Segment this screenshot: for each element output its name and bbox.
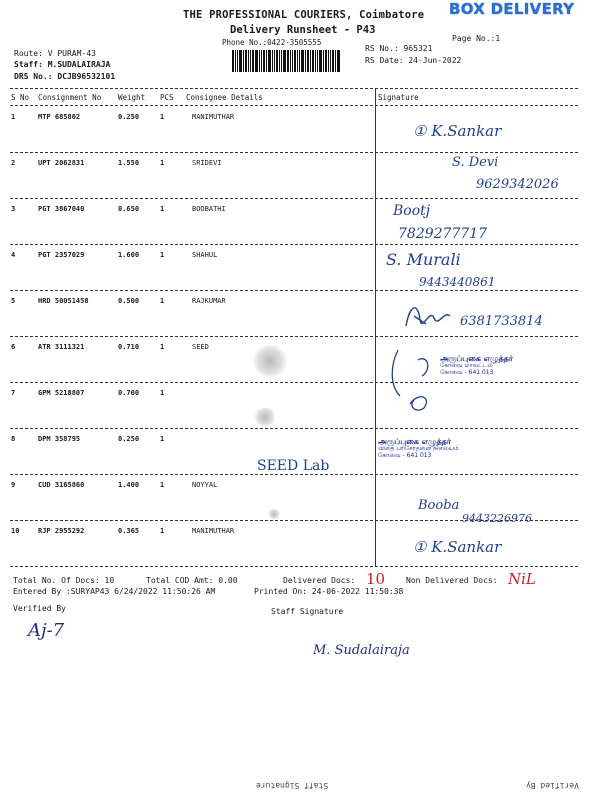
cell-weight: 1.600 [118, 251, 140, 259]
total-docs: Total No. Of Docs: 10 [13, 576, 115, 585]
cell-consignment: PGT 3867040 [38, 205, 85, 213]
cell-weight: 0.250 [118, 113, 140, 121]
rs-number: RS No.: 965321 [365, 44, 433, 53]
barcode-bar [245, 50, 247, 72]
col-header-sno: S No [11, 93, 30, 102]
cell-weight: 0.500 [118, 297, 140, 305]
cell-pcs: 1 [160, 205, 165, 213]
cell-weight: 0.365 [118, 527, 140, 535]
cell-consignment: DPM 358795 [38, 435, 81, 443]
row-separator [10, 336, 578, 337]
cell-consignee: BOOBATHI [192, 205, 226, 213]
barcode-bar [261, 50, 262, 72]
barcode-bar [301, 50, 304, 72]
barcode-bar [335, 50, 336, 72]
row-separator [10, 152, 578, 153]
office-stamp-row-6 [440, 355, 580, 376]
company-name: THE PROFESSIONAL COURIERS, Coimbatore [183, 9, 425, 21]
barcode-bar [325, 50, 327, 72]
cell-pcs: 1 [160, 389, 165, 397]
cell-pcs: 1 [160, 481, 165, 489]
phone-row-3: 7829277717 [398, 226, 488, 242]
table-bottom-rule [10, 566, 578, 567]
stamp-line: கோவை - 641 013 [378, 452, 432, 459]
signature-row-10: ① K.Sankar [413, 538, 502, 556]
cell-consignment: CUD 3165860 [38, 481, 85, 489]
col-header-consignee: Consignee Details [186, 93, 263, 102]
cell-sno: 3 [11, 205, 16, 213]
barcode-bar [248, 50, 249, 72]
route: Route: V PURAM-43 [14, 49, 96, 58]
barcode-bar [292, 50, 293, 72]
barcode [232, 50, 348, 72]
barcode-bar [281, 50, 282, 72]
barcode-bar [299, 50, 300, 72]
table-header-rule [10, 105, 578, 106]
barcode-bar [332, 50, 334, 72]
stamp-line: விதை பரிசோதனை நிலையம் [378, 445, 459, 452]
total-cod-amount: Total COD Amt: 0.00 [146, 576, 238, 585]
row-separator [10, 244, 578, 245]
barcode-bar [328, 50, 329, 72]
barcode-bar [297, 50, 298, 72]
phone-row-2: 9629342026 [476, 177, 559, 192]
cell-weight: 1.400 [118, 481, 140, 489]
barcode-bar [279, 50, 280, 72]
verifier-signature: Aj-7 [28, 620, 65, 641]
signature-row-4: S. Murali [386, 250, 461, 269]
barcode-bar [268, 50, 271, 72]
col-header-pcs: PCS [160, 93, 174, 102]
consignee-row-8-handwritten: SEED Lab [257, 458, 330, 474]
cell-sno: 10 [11, 527, 20, 535]
col-header-consignment: Consignment No [38, 93, 102, 102]
stamp-line: அருப்புகை எழுத்தர் [378, 437, 452, 446]
barcode-bar [252, 50, 254, 72]
barcode-bar [319, 50, 322, 72]
barcode-bar [259, 50, 260, 72]
mirrored-staff-signature-label: Staff Signature [256, 781, 329, 790]
ink-smudge [250, 345, 290, 377]
non-delivered-docs-label: Non Delivered Docs: [406, 576, 498, 585]
barcode-bar [243, 50, 244, 72]
row-separator [10, 290, 578, 291]
row-separator [10, 382, 578, 383]
barcode-bar [312, 50, 314, 72]
ink-smudge [268, 508, 280, 520]
cell-consignment: RJP 2955292 [38, 527, 85, 535]
drs-number: DRS No.: DCJB96532101 [14, 72, 116, 81]
cell-pcs: 1 [160, 113, 165, 121]
table-top-rule [10, 88, 578, 89]
cell-consignee: SEED [192, 343, 209, 351]
barcode-bar [307, 50, 309, 72]
staff-signature-label: Staff Signature [271, 607, 344, 616]
cell-sno: 8 [11, 435, 16, 443]
cell-pcs: 1 [160, 159, 165, 167]
office-stamp-row-8 [378, 438, 548, 459]
cell-consignee: MANIMUTHAR [192, 113, 235, 121]
row-separator [10, 198, 578, 199]
cell-sno: 6 [11, 343, 16, 351]
cell-consignment: HRD 50051458 [38, 297, 89, 305]
signature-row-1: ① K.Sankar [413, 122, 502, 140]
cell-sno: 7 [11, 389, 16, 397]
cell-sno: 4 [11, 251, 16, 259]
barcode-bar [323, 50, 324, 72]
scribble-signature-row-6 [388, 346, 448, 416]
signature-column-divider [375, 88, 376, 566]
cell-consignment: UPT 2062831 [38, 159, 85, 167]
scribble-signature-row-5 [400, 298, 460, 334]
phone-row-9: 9443226976 [462, 512, 532, 525]
barcode-bar [287, 50, 289, 72]
barcode-bar [237, 50, 238, 72]
barcode-bar [290, 50, 291, 72]
stamp-line: கோவை - 641 013 [440, 369, 494, 376]
ink-smudge [252, 408, 278, 426]
box-delivery-logo: BOX DELIVERY [449, 0, 575, 18]
mirrored-verified-by-label: Verified By [526, 781, 579, 790]
cell-sno: 2 [11, 159, 16, 167]
cell-pcs: 1 [160, 435, 165, 443]
cell-weight: 1.550 [118, 159, 140, 167]
barcode-bar [255, 50, 258, 72]
barcode-bar [250, 50, 251, 72]
barcode-bar [266, 50, 267, 72]
barcode-bar [283, 50, 286, 72]
cell-sno: 9 [11, 481, 16, 489]
barcode-bar [239, 50, 242, 72]
stamp-line: அருப்புகை எழுத்தர் [440, 354, 514, 363]
cell-consignment: ATR 3111321 [38, 343, 85, 351]
stamp-line: கோவை மாவட்டம் [440, 362, 493, 369]
barcode-bar [294, 50, 296, 72]
non-delivered-docs-value: NiL [508, 570, 536, 588]
barcode-bar [274, 50, 275, 72]
staff-handwritten-signature: M. Sudalairaja [313, 643, 410, 658]
cell-weight: 0.710 [118, 343, 140, 351]
runsheet-title: Delivery Runsheet - P43 [230, 24, 376, 36]
signature-row-9: Booba [418, 498, 460, 513]
entered-by: Entered By :SURYAP43 6/24/2022 11:50:26 AM [13, 587, 216, 596]
delivered-docs-value: 10 [366, 570, 386, 588]
barcode-bar [317, 50, 318, 72]
barcode-bar [330, 50, 331, 72]
cell-consignee: SHAHUL [192, 251, 218, 259]
signature-row-3: Bootj [393, 203, 431, 219]
cell-pcs: 1 [160, 527, 165, 535]
cell-consignee: RAJKUMAR [192, 297, 226, 305]
cell-consignment: PGT 2357029 [38, 251, 85, 259]
cell-consignment: MTP 685802 [38, 113, 81, 121]
cell-consignee: MANIMUTHAR [192, 527, 235, 535]
col-header-signature: Signature [378, 93, 419, 102]
cell-pcs: 1 [160, 297, 165, 305]
delivered-docs-label: Delivered Docs: [283, 576, 356, 585]
rs-date: RS Date: 24-Jun-2022 [365, 56, 462, 65]
cell-sno: 5 [11, 297, 16, 305]
barcode-bar [276, 50, 278, 72]
cell-consignee: SRIDEVI [192, 159, 222, 167]
barcode-bar [232, 50, 234, 72]
cell-pcs: 1 [160, 251, 165, 259]
printed-on: Printed On: 24-06-2022 11:50:38 [254, 587, 404, 596]
cell-weight: 0.700 [118, 389, 140, 397]
verified-by-label: Verified By [13, 604, 66, 613]
cell-consignee: NOYYAL [192, 481, 218, 489]
phone-number: Phone No.:0422-3505555 [222, 38, 322, 47]
barcode-bar [305, 50, 306, 72]
barcode-bar [310, 50, 311, 72]
barcode-bar [263, 50, 265, 72]
cell-weight: 0.650 [118, 205, 140, 213]
barcode-bar [315, 50, 316, 72]
barcode-bar [337, 50, 340, 72]
staff-name: Staff: M.SUDALAIRAJA [14, 60, 111, 69]
row-separator [10, 474, 578, 475]
col-header-weight: Weight [118, 93, 146, 102]
cell-sno: 1 [11, 113, 16, 121]
barcode-bar [235, 50, 236, 72]
barcode-bar [272, 50, 273, 72]
row-separator [10, 428, 578, 429]
phone-row-4: 9443440861 [419, 275, 496, 289]
cell-weight: 0.250 [118, 435, 140, 443]
phone-row-5: 6381733814 [460, 314, 543, 329]
cell-consignment: GPM 5218807 [38, 389, 85, 397]
signature-row-2: S. Devi [452, 155, 499, 170]
cell-pcs: 1 [160, 343, 165, 351]
page-number: Page No.:1 [452, 34, 501, 43]
